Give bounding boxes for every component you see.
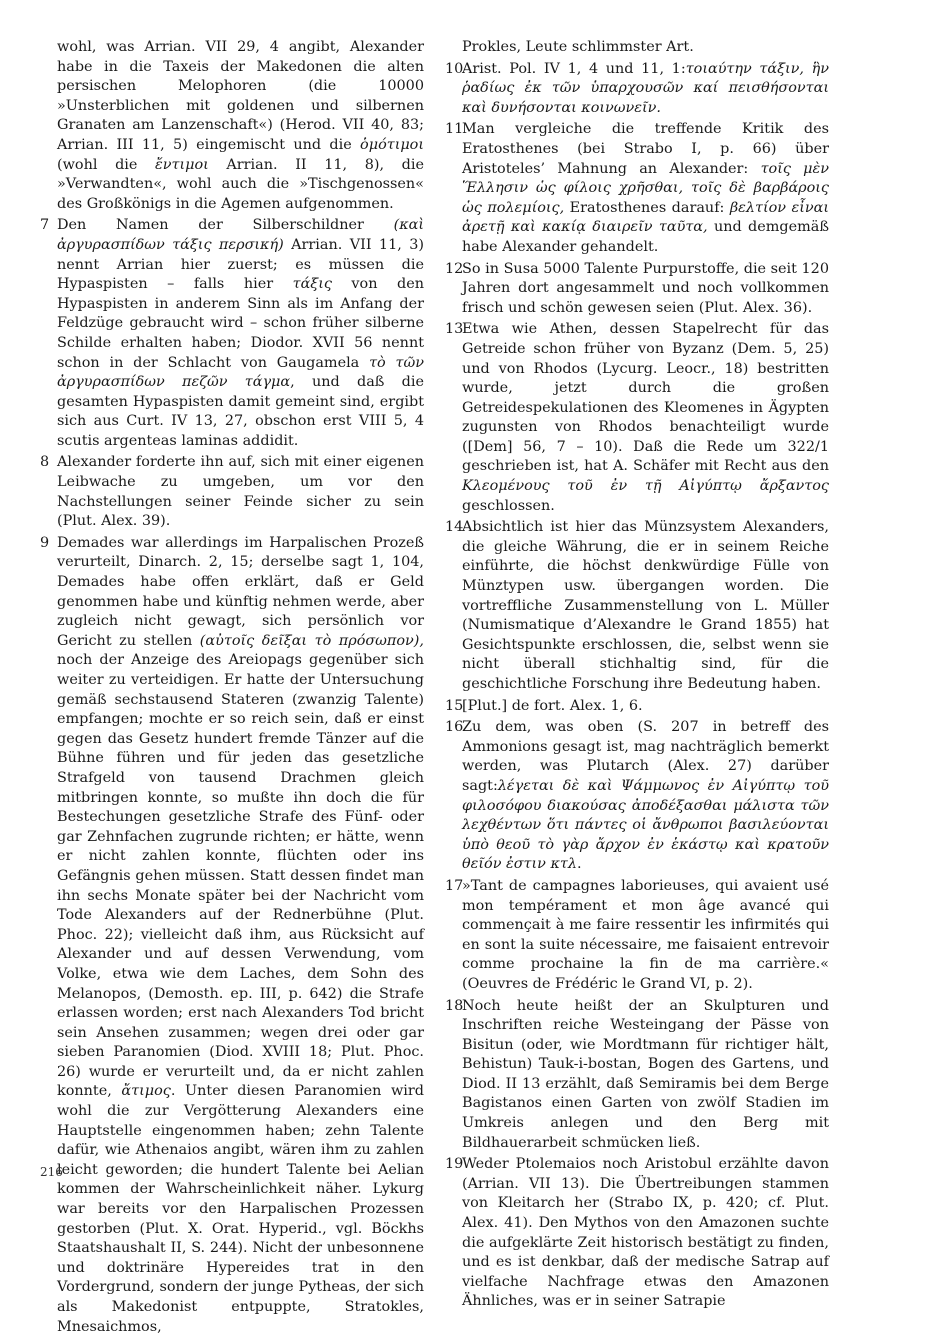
greek-quotation: λέγεται δὲ καὶ Ψάμμωνος ἐν Αἰγύπτῳ τοῦ φιλοσόφου διακούσας ἀποδέξασθαι μάλιστα τῶν λεχθέντων ὅτι πάντες οἱ ἄνθρωποι βασιλεύονται ὑπὸ θεοῦ τὸ γὰρ ἄρχον ἐν ἑκάστῳ καὶ κρατοῦν θεῖόν ἐστιν κτλ: [462, 777, 829, 873]
notes-column-right: [445, 38, 829, 1314]
footnote-number: 9: [40, 534, 50, 551]
note-text: Noch heute heißt der an Skulpturen und Inschriften reiche Westeingang der Pässe von Bisitun (oder, wie Mordtmann für richtiger hält, Behistun) Tauk-i-bostan, Bogen des Gartens, und Diod. II 13 erzählt, daß Semiramis bei dem Berge Bagistanos einen Garten von zwölf Stadien im Umkreis anlegen und den Berg mit Bildhauerarbeit schmücken ließ.: [462, 997, 829, 1151]
footnote-number: 11: [445, 121, 464, 138]
footnote-continuation: [40, 38, 424, 214]
note-text: geschlossen.: [462, 497, 555, 514]
footnote-8: [40, 453, 424, 531]
footnote-9: [40, 534, 424, 1337]
note-text: .: [577, 856, 582, 873]
note-text: Arrian. II 11, 8), die »Verwandten«, wohl auch die »Tischgenossen« des Großkönigs in die Agemen aufgenommen.: [57, 156, 424, 212]
note-text: (wohl die: [57, 156, 156, 173]
note-text: Arrian. VII 11, 3) nennt Arrian hier zuerst; es müssen die Hypaspisten – falls hier: [57, 236, 425, 293]
page-number: 216: [40, 1165, 63, 1179]
greek-quotation: Κλεομένους τοῦ ἐν τῇ Αἰγύπτῳ ἄρξαντος: [462, 478, 829, 495]
footnote-number: 16: [445, 719, 464, 736]
footnote-17: [445, 877, 829, 995]
footnote-19: [445, 1155, 829, 1312]
footnote-number: 7: [40, 217, 50, 234]
greek-quotation: ἔντιμοι: [155, 156, 209, 173]
footnote-number: 13: [445, 321, 464, 338]
footnote-12: [445, 260, 829, 319]
note-text: Alexander forderte ihn auf, sich mit einer eigenen Leibwache zu umgeben, um vor den Nachstellungen seiner Feinde sicher zu sein (Plut. Alex. 39).: [57, 454, 424, 530]
footnote-number: 8: [40, 454, 50, 471]
note-text: [Plut.] de fort. Alex. 1, 6.: [462, 697, 643, 714]
footnote-10: [445, 60, 829, 119]
note-text: Etwa wie Athen, dessen Stapelrecht für das Getreide schon früher von Byzanz (Dem. 5, 25) und von Rhodos (Lycurg. Leocr., 18) bestritten wurde, jetzt durch die großen Getreidespekulationen des Kleomenes in Ägypten zugunsten von Rhodos benachteiligt wurde ([Dem] 56, 7 – 10). Daß die Rede um 322/1 geschrieben ist, hat A. Schäfer mit Recht aus den: [462, 321, 829, 475]
note-text: noch der Anzeige des Areiopags gegenüber sich weiter zu verteidigen. Er hatte der Untersuchung gemäß sechstausend Stateren (zwanzig Talente) empfangen; mochte er so reich sein, daß er einst gegen das Gesetz hundert fremde Tänzer auf die Bühne führen und für jeden das gesetzliche Strafgeld von tausend Drachmen gleich mitbringen konnte, so mußte ihn doch die für Bestechungen gesetzliche Strafe des Fünf- oder gar Zehnfachen zugrunde richten; er hätte, wenn er nicht zahlen konnte, flüchten oder ins Gefängnis gehen müssen. Statt dessen findet man ihn sechs Monate später bei der Nachricht vom Tode Alexanders auf der Rednerbühne (Plut. Phoc. 22); vielleicht daß ihm, aus Rücksicht auf Alexander und auf dessen Verwendung, vom Volke, etwa wie dem Laches, dem Sohn des Melanopos, (Demosth. ep. III, p. 642) die Strafe erlassen worden; erst nach Alexanders Tod bricht sein Ansehen zusammen; wegen drei oder gar sieben Paranomien (Diod. XVIII 18; Plut. Phoc. 26) wurde er verurteilt und, da er nicht zahlen konnte,: [57, 652, 424, 1100]
footnote-7: [40, 216, 424, 451]
footnote-14: [445, 518, 829, 694]
footnote-18: [445, 997, 829, 1154]
footnote-13: [445, 320, 829, 516]
footnote-number: 18: [445, 997, 464, 1014]
footnote-continuation: [445, 38, 829, 58]
greek-quotation: τὸ τῶν ἀργυρασπίδων πεζῶν τάγμα: [57, 354, 424, 391]
notes-column-left: [40, 38, 424, 1339]
note-text: und demgemäß habe Alexander gehandelt.: [462, 219, 829, 255]
footnote-number: 14: [445, 519, 464, 536]
footnote-number: 17: [445, 877, 464, 894]
note-text: Man vergleiche die treffende Kritik des Eratosthenes (bei Strabo I, p. 66) über Aristoteles’ Mahnung an Alexander:: [462, 121, 829, 177]
note-text: Den Namen der Silberschildner: [57, 217, 394, 234]
footnote-15: [445, 697, 829, 717]
greek-quotation: τοῖς μὲν Ἕλλησιν ὡς φίλοις χρῆσθαι, τοῖς δὲ βαρβάροις ὡς πολεμίοις,: [462, 160, 829, 216]
note-text: Zu dem, was oben (S. 207 in betreff des Ammonions gesagt ist, mag nachträglich bemerkt werden, was Plutarch (Alex. 27) darüber sagt:: [462, 719, 829, 794]
footnote-number: 10: [445, 60, 464, 77]
note-text: Arist. Pol. IV 1, 4 und 11, 1:: [462, 60, 686, 77]
greek-quotation: τάξις: [292, 276, 332, 293]
note-text: Absichtlich ist hier das Münzsystem Alexanders, die gleiche Währung, die er in seinem Reiche einführte, die höchst denkwürdige Fülle von Münztypen usw. übergangen worden. Die vortreffliche Zusammenstellung von L. Müller (Numismatique d’Alexandre le Grand 1855) hat Gesichtspunkte erschlossen, die, selbst wenn sie nicht überall stichhaltig sind, für die geschichtliche Forschung ihre Bedeutung haben.: [462, 519, 829, 692]
note-text: Eratosthenes darauf:: [564, 199, 730, 216]
note-text: wohl, was Arrian. VII 29, 4 angibt, Alexander habe in die Taxeis der Makedonen die alten persischen Melophoren (die 10000 »Unsterblichen mit goldenen und silbernen Granaten am Lanzenschaft«) (Herod. VII 40, 83; Arrian. III 11, 5) eingemischt und die: [57, 39, 424, 153]
note-text: , und daß die gesamten Hypaspisten damit gemeint sind, ergibt sich aus Curt. IV 13, 27, obschon erst VIII 5, 4 scutis argenteas laminas addidit.: [57, 374, 424, 449]
note-text: »Tant de campagnes laborieuses, qui avaient usé mon tempérament et mon âge avancé qui commençait à me faire ressentir les infirmités qui en sont la suite nécessaire, me faisaient entrevoir comme prochaine la fin de ma carrière.« (Oeuvres de Frédéric le Grand VI, p. 2).: [462, 877, 829, 992]
greek-quotation: τοιαύτην τάξιν, ἣν ῥαδίως ἐκ τῶν ὑπαρχουσῶν καί πεισθήσονται καὶ δυνήσονται κοινωνεῖν.: [462, 60, 830, 116]
footnote-11: [445, 120, 829, 257]
note-text: Prokles, Leute schlimmster Art.: [462, 39, 694, 55]
greek-quotation: (αὐτοῖς δεῖξαι τὸ πρόσωπον),: [199, 632, 424, 649]
greek-quotation: βελτίον εἶναι ἀρετῇ καὶ κακίᾳ διαιρεῖν ταῦτα,: [462, 199, 829, 236]
note-text: So in Susa 5000 Talente Purpurstoffe, die seit 120 Jahren dort angesammelt und noch vollkommen frisch und schön gewesen seien (Plut. Alex. 36).: [462, 260, 829, 316]
greek-quotation: ὁμότιμοι: [360, 136, 424, 153]
footnote-number: 19: [445, 1156, 464, 1173]
note-text: Demades war allerdings im Harpalischen Prozeß verurteilt, Dinarch. 2, 15; derselbe sagt 1, 104, Demades habe offen erklärt, daß er Geld genommen habe und künftig nehmen werde, aber zugleich nicht gewagt, sich persönlich vor Gericht zu stellen: [57, 534, 424, 649]
greek-quotation: (καὶ ἀργυρασπίδων τάξις περσική): [57, 217, 424, 253]
note-text: . Unter diesen Paranomien wird wohl die zur Vergötterung Alexanders eine Hauptstelle eingenommen haben; zehn Talente dafür, wie Athenaios angibt, wären ihm zu zahlen leicht geworden; die hundert Talente bei Aelian kommen der Wahrscheinlichkeit näher. Lykurg war bereits vor den Harpalischen Prozessen gestorben (Plut. X. Orat. Hyperid., vgl. Böckhs Staatshaushalt II, S. 244). Nicht der unbesonnene und doktrinäre Hypereides trat in den Vordergrund, sondern der junge Pytheas, der sich als Makedonist entpuppte, Stratokles, Mnesaichmos,: [57, 1083, 425, 1335]
note-text: Weder Ptolemaios noch Aristobul erzählte davon (Arrian. VII 13). Die Übertreibungen stammen von Kleitarch her (Strabo IX, p. 420; cf. Plut. Alex. 41). Den Mythos von den Amazonen suchte die aufgeklärte Zeit historisch bestätigt zu finden, und es ist denkbar, daß der medische Satrap auf vielfache Nachfrage etwas den Amazonen Ähnliches, was er in seiner Satrapie: [462, 1156, 829, 1310]
footnote-number: 15: [445, 697, 464, 714]
greek-quotation: ἄτιμος: [121, 1083, 171, 1100]
footnote-16: [445, 718, 829, 875]
note-text: von den Hypaspisten in anderem Sinn als im Anfang der Feldzüge gebraucht wird – schon früher silberne Schilde erhalten haben; Diodor. XVII 56 nennt schon in der Schlacht von Gaugamela: [57, 276, 424, 371]
footnote-number: 12: [445, 260, 464, 277]
